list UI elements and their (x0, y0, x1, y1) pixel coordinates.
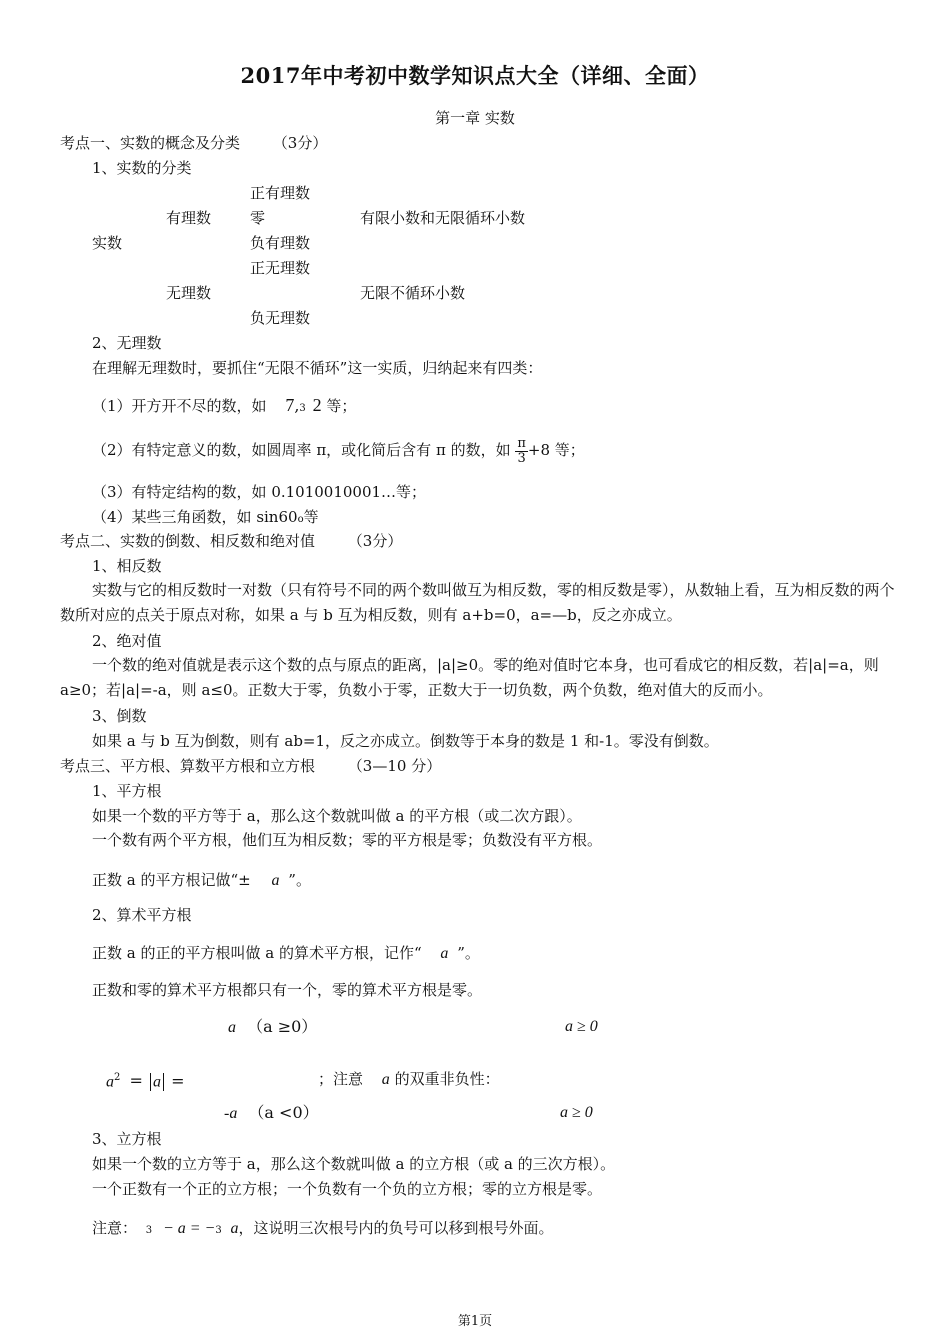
irrational-intro: 在理解无理数时，要抓住“无限不循环”这一实质，归纳起来有四类： (92, 359, 543, 377)
absolute-heading: 2、绝对值 (92, 632, 162, 650)
arith-suffix: ”。 (457, 944, 480, 962)
formula-right-bottom: a ≥ 0 (560, 1104, 593, 1121)
irrational: 无理数 (166, 284, 212, 302)
irrational-item-4 (92, 507, 319, 530)
kp2-heading (60, 531, 402, 551)
pos-irrational: 正无理数 (250, 259, 311, 277)
formula-note (318, 1069, 500, 1090)
kp3-score: （3—10 分） (347, 757, 442, 775)
arith-prefix: 正数 a 的正的平方根叫做 a 的算术平方根，记作“ (92, 944, 422, 962)
irrational-item-3: （3）有特定结构的数，如 0.1010010001…等； (92, 483, 427, 501)
case2-value: -a (224, 1105, 238, 1122)
arith-a: a (440, 945, 449, 962)
kp2-heading-text: 考点二、实数的倒数、相反数和绝对值 (60, 532, 316, 550)
cube-line-2: 一个正数有一个正的立方根；一个负数有一个负的立方根；零的立方根是零。 (92, 1180, 603, 1198)
kp1-score: （3分） (272, 134, 328, 152)
cube-note-suffix: ，这说明三次根号内的负号可以移到根号外面。 (238, 1219, 554, 1237)
note-a: a (381, 1071, 390, 1088)
lhs-exponent: 2 (114, 1072, 121, 1083)
abs-bar-right (163, 1073, 164, 1091)
reciprocal-heading: 3、倒数 (92, 707, 147, 725)
cube-index-1: 3 (145, 1225, 153, 1236)
formula-lhs (106, 1068, 184, 1092)
item2-suffix: +8 等； (527, 441, 585, 459)
rational: 有理数 (166, 209, 212, 227)
lhs-equals: = (129, 1071, 143, 1091)
cube-note-prefix: 注意： (92, 1219, 138, 1237)
lhs-equals-2: = (171, 1071, 185, 1091)
cube-index-2: 3 (215, 1225, 222, 1236)
real-number: 实数 (92, 234, 123, 252)
line3-prefix: 正数 a 的平方根记做“± (92, 871, 251, 889)
page-number: 第1页 (457, 1314, 493, 1329)
neg-irrational: 负无理数 (250, 309, 311, 327)
cube-heading: 3、立方根 (92, 1130, 162, 1148)
cube-note (92, 1218, 554, 1241)
opposite-heading: 1、相反数 (92, 557, 162, 575)
item1-suffix: 等； (326, 397, 357, 415)
abs-a: a (152, 1073, 161, 1091)
abs-bar-left (150, 1073, 151, 1091)
cube-line-1: 如果一个数的立方等于 a，那么这个数就叫做 a 的立方根（或 a 的三次方根）。 (92, 1155, 616, 1173)
kp1-heading (60, 133, 327, 153)
item2-prefix: （2）有特定意义的数，如圆周率 π，或化简后含有 π 的数，如 (92, 441, 511, 459)
case1-value: a (228, 1019, 236, 1036)
frac-den: 3 (517, 450, 526, 466)
sqrt7: 7 (285, 395, 295, 415)
arith-heading: 2、算术平方根 (92, 906, 192, 924)
pi-over-3 (515, 437, 528, 466)
irrational-item-1 (92, 395, 356, 419)
sqrt-a: a (271, 872, 280, 889)
cbrt2: 2 (312, 395, 322, 415)
formula-case-1 (228, 1017, 317, 1038)
formula-right-top: a ≥ 0 (565, 1018, 598, 1035)
line3-suffix: ”。 (288, 871, 311, 889)
item4-prefix: （4）某些三角函数，如 sin60 (92, 508, 298, 526)
arith-line-1 (92, 943, 480, 964)
note-prefix: ；注意 (318, 1070, 364, 1088)
rational-note: 有限小数和无限循环小数 (360, 209, 526, 227)
kp2-score: （3分） (347, 532, 403, 550)
pos-rational: 正有理数 (250, 184, 311, 202)
case2-condition: （a <0） (248, 1103, 319, 1122)
item1-prefix: （1）开方开不尽的数，如 (92, 397, 267, 415)
arith-line-2: 正数和零的算术平方根都只有一个，零的算术平方根是零。 (92, 981, 483, 999)
neg-rational: 负有理数 (250, 234, 311, 252)
page-title: 2017年中考初中数学知识点大全（详细、全面） (240, 63, 710, 88)
sqrt-line-2: 一个数有两个平方根，他们互为相反数；零的平方根是零；负数没有平方根。 (92, 831, 603, 849)
cube-lhs: − a = − (162, 1220, 216, 1237)
cbrt-index: 3 (299, 403, 306, 414)
chapter-title: 第一章 实数 (435, 109, 515, 127)
irrational-note: 无限不循环小数 (360, 284, 466, 302)
irrational-item-2 (92, 432, 585, 468)
lhs-a: a (106, 1073, 114, 1091)
item1-sep: , (294, 396, 300, 415)
absolute-text: 一个数的绝对值就是表示这个数的点与原点的距离，|a|≥0。零的绝对值时它本身，也可看成它的相反数，若|a|=a，则 a≥0；若|a|=-a，则 a≤0。正数大于零，负数小于零，正数大于一切负数，两个负数，绝对值大的反而小。 (60, 656, 879, 699)
frac-num: π (517, 435, 526, 451)
formula-case-2 (224, 1103, 319, 1124)
item4-suffix: 等 (303, 508, 319, 526)
classification-heading: 1、实数的分类 (92, 159, 192, 177)
opposite-text: 实数与它的相反数时一对数（只有符号不同的两个数叫做互为相反数，零的相反数是零），从数轴上看，互为相反数的两个数所对应的点关于原点对称，如果 a 与 b 互为相反数，则有 a+b=0，a=—b，反之亦成立。 (60, 581, 895, 624)
sqrt-line-1: 如果一个数的平方等于 a，那么这个数就叫做 a 的平方根（或二次方跟）。 (92, 807, 582, 825)
case1-condition: （a ≥0） (247, 1017, 318, 1036)
irrational-heading: 2、无理数 (92, 334, 162, 352)
reciprocal-text: 如果 a 与 b 互为倒数，则有 ab=1，反之亦成立。倒数等于本身的数是 1 和-1。零没有倒数。 (92, 732, 719, 750)
sqrt-heading: 1、平方根 (92, 782, 162, 800)
sqrt-line-3 (92, 870, 311, 891)
cube-rhs: a (230, 1220, 239, 1237)
note-suffix: 的双重非负性： (394, 1070, 500, 1088)
zero: 零 (250, 209, 266, 227)
kp3-heading-text: 考点三、平方根、算数平方根和立方根 (60, 757, 316, 775)
degree-mark: o (297, 514, 304, 525)
kp1-heading-text: 考点一、实数的概念及分类 (60, 134, 241, 152)
kp3-heading (60, 756, 441, 776)
